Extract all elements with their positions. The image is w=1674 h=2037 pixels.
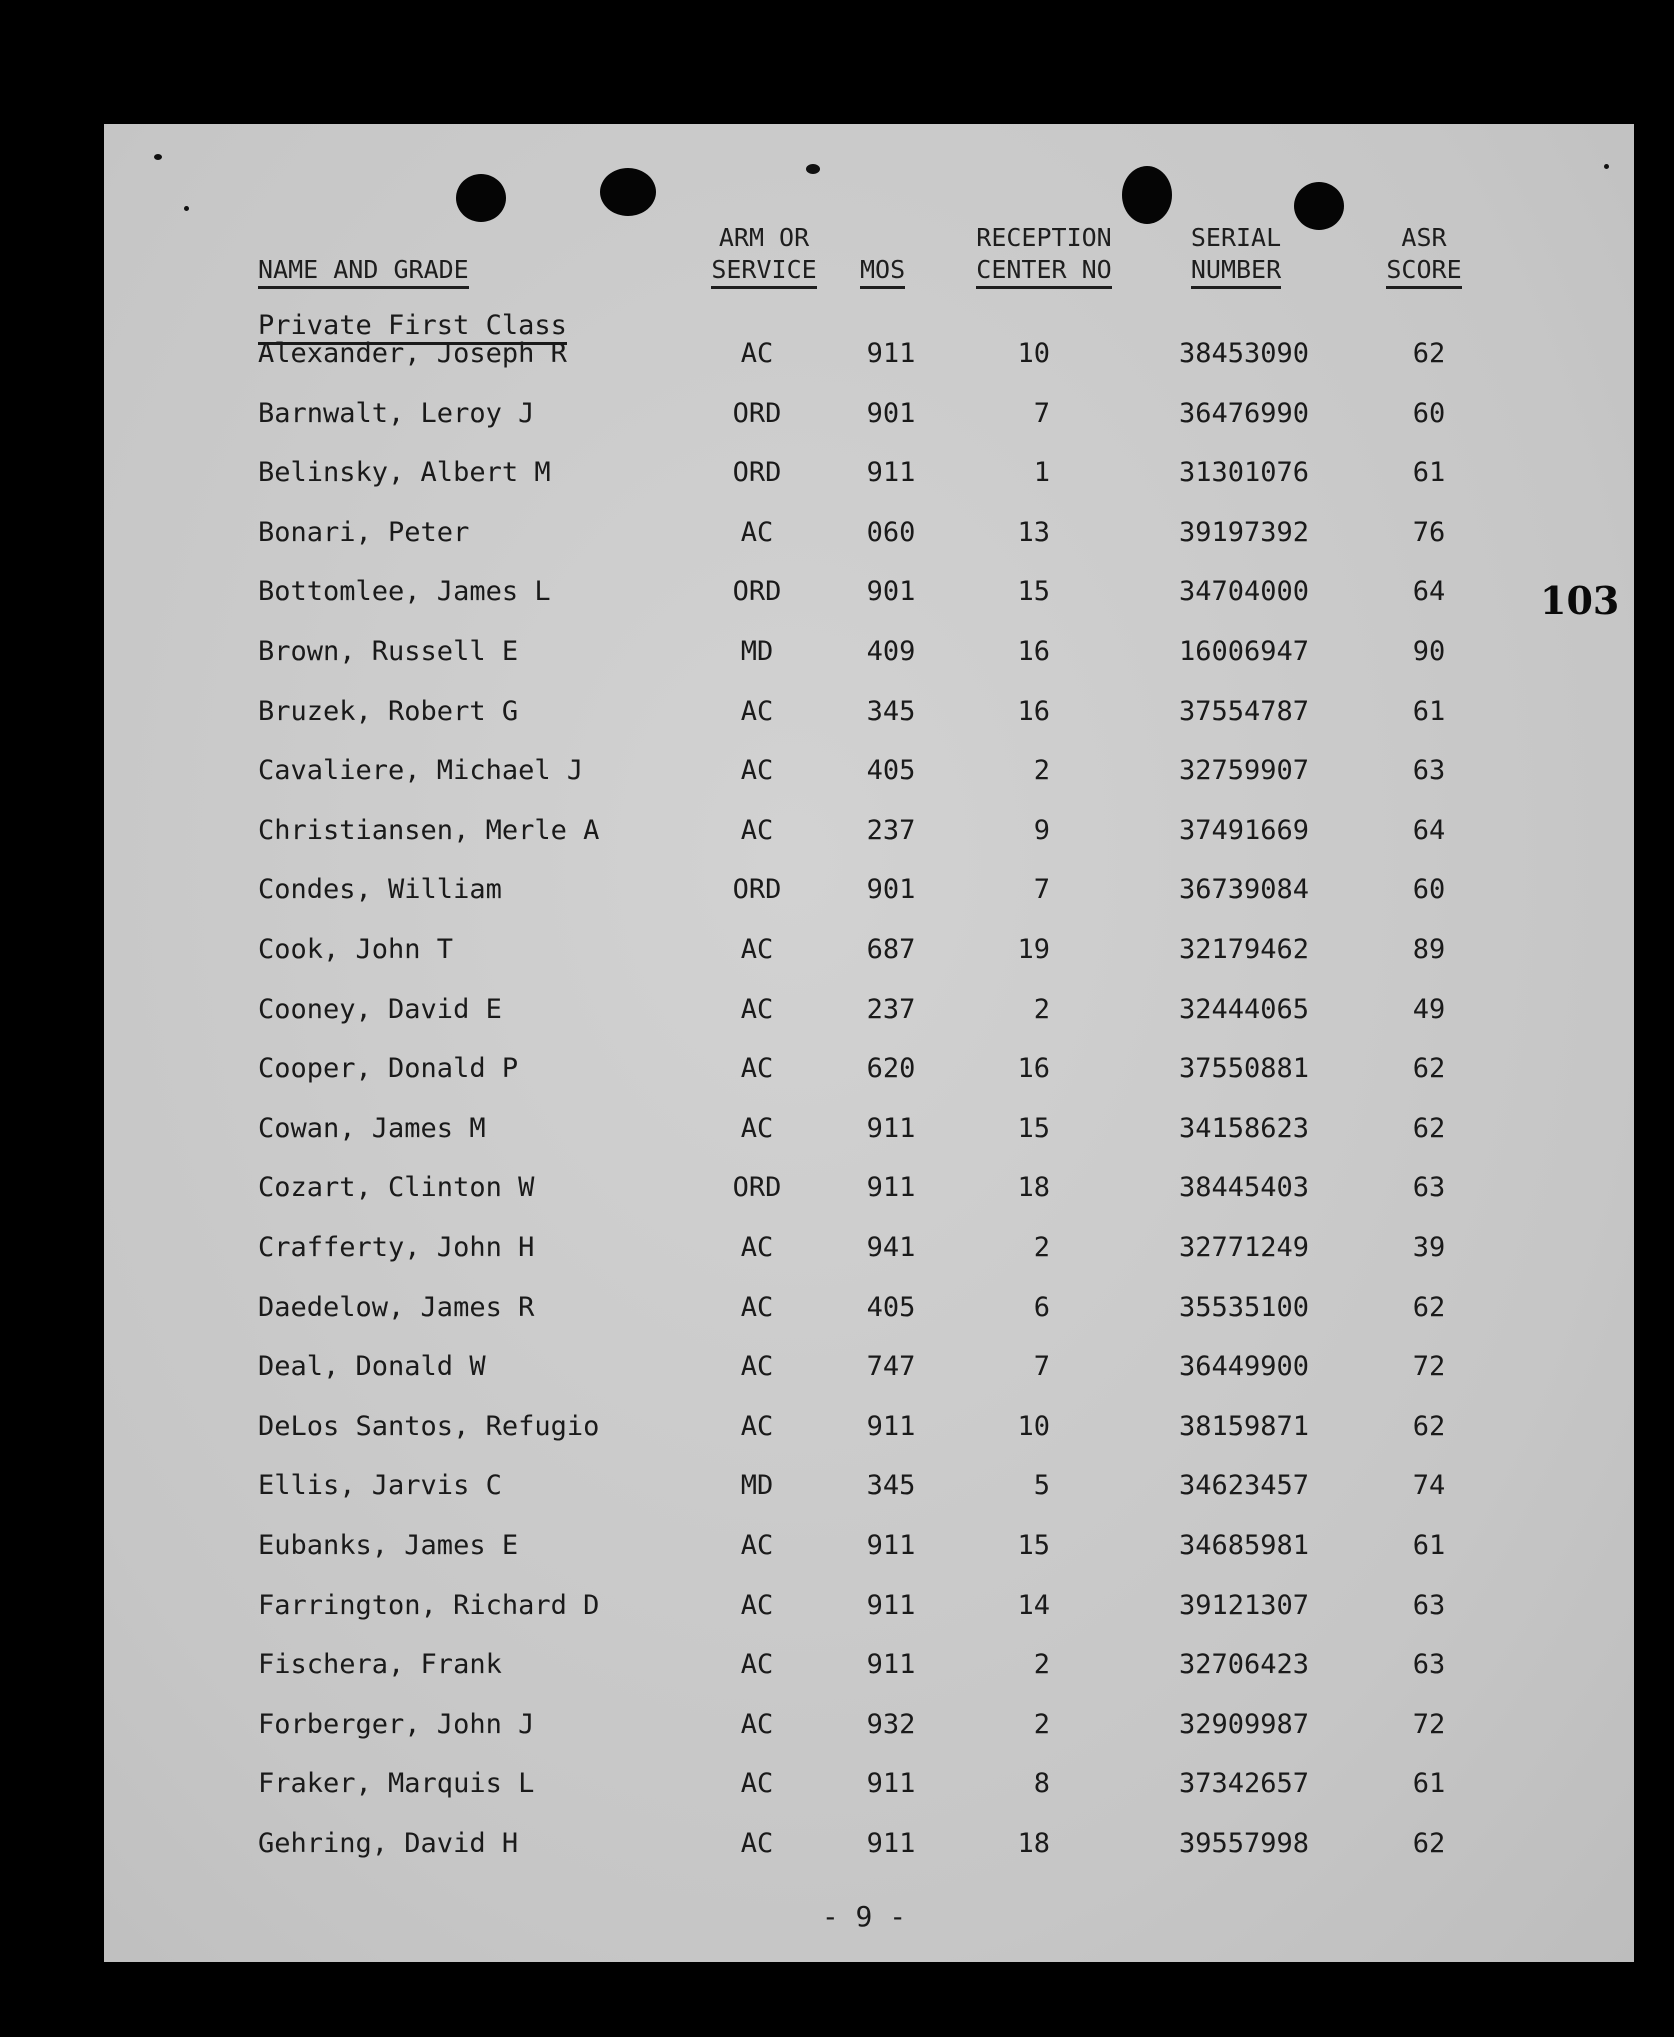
cell-serial-number: 37554787 bbox=[1178, 696, 1310, 727]
cell-mos: 687 bbox=[866, 934, 916, 965]
cell-serial-number: 38445403 bbox=[1178, 1172, 1310, 1203]
punch-hole bbox=[456, 174, 506, 222]
cell-reception-center: 9 bbox=[1033, 815, 1050, 846]
speck bbox=[806, 164, 820, 174]
cell-asr-score: 63 bbox=[1412, 1649, 1446, 1680]
punch-hole bbox=[600, 168, 656, 216]
cell-arm-service: AC bbox=[740, 934, 774, 965]
cell-reception-center: 19 bbox=[1017, 934, 1050, 965]
cell-serial-number: 32759907 bbox=[1178, 755, 1310, 786]
cell-serial-number: 37491669 bbox=[1178, 815, 1310, 846]
cell-serial-number: 34158623 bbox=[1178, 1113, 1310, 1144]
cell-mos: 345 bbox=[866, 696, 916, 727]
cell-asr-score: 90 bbox=[1412, 636, 1446, 667]
header-serial: SERIAL NUMBER bbox=[1166, 222, 1306, 289]
cell-reception-center: 7 bbox=[1033, 874, 1050, 905]
cell-serial-number: 36739084 bbox=[1178, 874, 1310, 905]
cell-name: Bruzek, Robert G bbox=[258, 696, 519, 727]
cell-reception-center: 8 bbox=[1033, 1768, 1050, 1799]
cell-reception-center: 2 bbox=[1033, 994, 1050, 1025]
cell-name: Farrington, Richard D bbox=[258, 1590, 600, 1621]
cell-asr-score: 61 bbox=[1412, 1530, 1446, 1561]
cell-arm-service: AC bbox=[740, 994, 774, 1025]
cell-name: Cowan, James M bbox=[258, 1113, 486, 1144]
cell-serial-number: 36449900 bbox=[1178, 1351, 1310, 1382]
cell-reception-center: 7 bbox=[1033, 1351, 1050, 1382]
cell-arm-service: AC bbox=[740, 1530, 774, 1561]
speck bbox=[154, 154, 162, 160]
table-row bbox=[104, 576, 1634, 616]
table-row bbox=[104, 338, 1634, 378]
table-row bbox=[104, 1113, 1634, 1153]
cell-reception-center: 16 bbox=[1017, 636, 1050, 667]
cell-mos: 901 bbox=[866, 576, 916, 607]
cell-arm-service: ORD bbox=[732, 457, 782, 488]
cell-mos: 901 bbox=[866, 398, 916, 429]
header-name: NAME AND GRADE bbox=[258, 254, 469, 289]
cell-asr-score: 60 bbox=[1412, 398, 1446, 429]
cell-mos: 405 bbox=[866, 1292, 916, 1323]
cell-mos: 911 bbox=[866, 1590, 916, 1621]
cell-arm-service: AC bbox=[740, 1709, 774, 1740]
header-asr: ASR SCORE bbox=[1374, 222, 1474, 289]
cell-name: Crafferty, John H bbox=[258, 1232, 535, 1263]
cell-asr-score: 74 bbox=[1412, 1470, 1446, 1501]
cell-arm-service: AC bbox=[740, 815, 774, 846]
cell-serial-number: 32909987 bbox=[1178, 1709, 1310, 1740]
cell-mos: 237 bbox=[866, 994, 916, 1025]
cell-name: Barnwalt, Leroy J bbox=[258, 398, 535, 429]
cell-name: Alexander, Joseph R bbox=[258, 338, 567, 369]
table-row bbox=[104, 1292, 1634, 1332]
table-row bbox=[104, 934, 1634, 974]
cell-reception-center: 13 bbox=[1017, 517, 1050, 548]
cell-serial-number: 38159871 bbox=[1178, 1411, 1310, 1442]
cell-arm-service: AC bbox=[740, 1113, 774, 1144]
cell-reception-center: 2 bbox=[1033, 1232, 1050, 1263]
cell-serial-number: 34623457 bbox=[1178, 1470, 1310, 1501]
cell-name: Daedelow, James R bbox=[258, 1292, 535, 1323]
cell-serial-number: 32706423 bbox=[1178, 1649, 1310, 1680]
cell-name: Gehring, David H bbox=[258, 1828, 519, 1859]
cell-reception-center: 18 bbox=[1017, 1828, 1050, 1859]
cell-asr-score: 60 bbox=[1412, 874, 1446, 905]
cell-reception-center: 15 bbox=[1017, 1530, 1050, 1561]
cell-reception-center: 1 bbox=[1033, 457, 1050, 488]
cell-mos: 911 bbox=[866, 1113, 916, 1144]
cell-name: Ellis, Jarvis C bbox=[258, 1470, 502, 1501]
cell-asr-score: 89 bbox=[1412, 934, 1446, 965]
cell-arm-service: AC bbox=[740, 1649, 774, 1680]
cell-reception-center: 2 bbox=[1033, 1649, 1050, 1680]
cell-arm-service: AC bbox=[740, 1828, 774, 1859]
cell-arm-service: ORD bbox=[732, 398, 782, 429]
header-mos: MOS bbox=[860, 254, 905, 289]
table-row bbox=[104, 755, 1634, 795]
cell-asr-score: 76 bbox=[1412, 517, 1446, 548]
cell-arm-service: AC bbox=[740, 1053, 774, 1084]
cell-mos: 911 bbox=[866, 1172, 916, 1203]
cell-mos: 901 bbox=[866, 874, 916, 905]
cell-asr-score: 63 bbox=[1412, 755, 1446, 786]
cell-name: Cooper, Donald P bbox=[258, 1053, 519, 1084]
cell-reception-center: 16 bbox=[1017, 696, 1050, 727]
cell-asr-score: 64 bbox=[1412, 815, 1446, 846]
cell-reception-center: 16 bbox=[1017, 1053, 1050, 1084]
header-arm: ARM OR SERVICE bbox=[694, 222, 834, 289]
cell-mos: 237 bbox=[866, 815, 916, 846]
cell-name: Forberger, John J bbox=[258, 1709, 535, 1740]
cell-mos: 941 bbox=[866, 1232, 916, 1263]
cell-mos: 911 bbox=[866, 1768, 916, 1799]
table-row bbox=[104, 636, 1634, 676]
cell-serial-number: 37342657 bbox=[1178, 1768, 1310, 1799]
cell-asr-score: 61 bbox=[1412, 1768, 1446, 1799]
cell-mos: 932 bbox=[866, 1709, 916, 1740]
table-row bbox=[104, 517, 1634, 557]
cell-name: DeLos Santos, Refugio bbox=[258, 1411, 600, 1442]
cell-name: Fischera, Frank bbox=[258, 1649, 502, 1680]
cell-mos: 620 bbox=[866, 1053, 916, 1084]
cell-asr-score: 72 bbox=[1412, 1709, 1446, 1740]
page-footer: - 9 - bbox=[821, 1900, 907, 1933]
table-row bbox=[104, 1590, 1634, 1630]
table-row bbox=[104, 696, 1634, 736]
stamped-page-number: 103 bbox=[1540, 578, 1620, 623]
cell-name: Fraker, Marquis L bbox=[258, 1768, 535, 1799]
cell-mos: 911 bbox=[866, 457, 916, 488]
cell-serial-number: 34685981 bbox=[1178, 1530, 1310, 1561]
cell-arm-service: ORD bbox=[732, 1172, 782, 1203]
cell-name: Cozart, Clinton W bbox=[258, 1172, 535, 1203]
cell-name: Eubanks, James E bbox=[258, 1530, 519, 1561]
cell-asr-score: 63 bbox=[1412, 1172, 1446, 1203]
cell-name: Deal, Donald W bbox=[258, 1351, 486, 1382]
cell-asr-score: 61 bbox=[1412, 696, 1446, 727]
cell-mos: 911 bbox=[866, 1649, 916, 1680]
cell-mos: 405 bbox=[866, 755, 916, 786]
cell-name: Belinsky, Albert M bbox=[258, 457, 551, 488]
cell-asr-score: 39 bbox=[1412, 1232, 1446, 1263]
table-row bbox=[104, 1470, 1634, 1510]
table-row bbox=[104, 1411, 1634, 1451]
cell-serial-number: 38453090 bbox=[1178, 338, 1310, 369]
cell-mos: 747 bbox=[866, 1351, 916, 1382]
cell-serial-number: 16006947 bbox=[1178, 636, 1310, 667]
cell-arm-service: AC bbox=[740, 338, 774, 369]
cell-reception-center: 2 bbox=[1033, 755, 1050, 786]
cell-arm-service: AC bbox=[740, 1351, 774, 1382]
cell-arm-service: AC bbox=[740, 1292, 774, 1323]
cell-name: Condes, William bbox=[258, 874, 502, 905]
cell-mos: 911 bbox=[866, 1530, 916, 1561]
cell-serial-number: 32444065 bbox=[1178, 994, 1310, 1025]
cell-serial-number: 37550881 bbox=[1178, 1053, 1310, 1084]
cell-name: Bottomlee, James L bbox=[258, 576, 551, 607]
cell-serial-number: 32771249 bbox=[1178, 1232, 1310, 1263]
cell-asr-score: 62 bbox=[1412, 1411, 1446, 1442]
header-reception: RECEPTION CENTER NO bbox=[956, 222, 1132, 289]
cell-serial-number: 31301076 bbox=[1178, 457, 1310, 488]
cell-serial-number: 35535100 bbox=[1178, 1292, 1310, 1323]
cell-name: Cooney, David E bbox=[258, 994, 502, 1025]
table-row bbox=[104, 874, 1634, 914]
cell-arm-service: MD bbox=[740, 1470, 774, 1501]
document-page bbox=[104, 124, 1634, 1962]
table-row bbox=[104, 1828, 1634, 1868]
cell-reception-center: 5 bbox=[1033, 1470, 1050, 1501]
cell-mos: 060 bbox=[866, 517, 916, 548]
table-row bbox=[104, 994, 1634, 1034]
cell-mos: 911 bbox=[866, 1828, 916, 1859]
table-row bbox=[104, 1053, 1634, 1093]
table-row bbox=[104, 1709, 1634, 1749]
cell-arm-service: AC bbox=[740, 1768, 774, 1799]
table-row bbox=[104, 1649, 1634, 1689]
cell-arm-service: AC bbox=[740, 517, 774, 548]
cell-asr-score: 49 bbox=[1412, 994, 1446, 1025]
cell-asr-score: 62 bbox=[1412, 1292, 1446, 1323]
cell-arm-service: ORD bbox=[732, 576, 782, 607]
table-row bbox=[104, 1232, 1634, 1272]
cell-serial-number: 34704000 bbox=[1178, 576, 1310, 607]
cell-name: Brown, Russell E bbox=[258, 636, 519, 667]
cell-mos: 911 bbox=[866, 1411, 916, 1442]
cell-reception-center: 10 bbox=[1017, 1411, 1050, 1442]
table-row bbox=[104, 457, 1634, 497]
cell-asr-score: 63 bbox=[1412, 1590, 1446, 1621]
cell-mos: 345 bbox=[866, 1470, 916, 1501]
cell-name: Cook, John T bbox=[258, 934, 454, 965]
cell-mos: 409 bbox=[866, 636, 916, 667]
punch-hole bbox=[1122, 166, 1172, 224]
cell-serial-number: 39557998 bbox=[1178, 1828, 1310, 1859]
speck bbox=[184, 206, 189, 211]
table-row bbox=[104, 398, 1634, 438]
table-row bbox=[104, 1530, 1634, 1570]
cell-reception-center: 6 bbox=[1033, 1292, 1050, 1323]
cell-asr-score: 62 bbox=[1412, 1113, 1446, 1144]
grade-heading: Private First Class bbox=[258, 310, 567, 345]
cell-arm-service: AC bbox=[740, 1590, 774, 1621]
cell-asr-score: 62 bbox=[1412, 1053, 1446, 1084]
table-row bbox=[104, 1768, 1634, 1808]
cell-serial-number: 32179462 bbox=[1178, 934, 1310, 965]
cell-mos: 911 bbox=[866, 338, 916, 369]
table-row bbox=[104, 1172, 1634, 1212]
cell-asr-score: 62 bbox=[1412, 1828, 1446, 1859]
speck bbox=[1604, 164, 1609, 169]
cell-arm-service: AC bbox=[740, 1232, 774, 1263]
cell-asr-score: 72 bbox=[1412, 1351, 1446, 1382]
cell-arm-service: AC bbox=[740, 696, 774, 727]
cell-serial-number: 39121307 bbox=[1178, 1590, 1310, 1621]
cell-reception-center: 15 bbox=[1017, 576, 1050, 607]
cell-arm-service: MD bbox=[740, 636, 774, 667]
cell-name: Cavaliere, Michael J bbox=[258, 755, 584, 786]
cell-reception-center: 10 bbox=[1017, 338, 1050, 369]
cell-name: Christiansen, Merle A bbox=[258, 815, 600, 846]
cell-arm-service: ORD bbox=[732, 874, 782, 905]
cell-serial-number: 39197392 bbox=[1178, 517, 1310, 548]
cell-arm-service: AC bbox=[740, 755, 774, 786]
cell-asr-score: 61 bbox=[1412, 457, 1446, 488]
cell-serial-number: 36476990 bbox=[1178, 398, 1310, 429]
cell-reception-center: 18 bbox=[1017, 1172, 1050, 1203]
cell-reception-center: 7 bbox=[1033, 398, 1050, 429]
cell-asr-score: 62 bbox=[1412, 338, 1446, 369]
table-row bbox=[104, 1351, 1634, 1391]
table-row bbox=[104, 815, 1634, 855]
cell-reception-center: 15 bbox=[1017, 1113, 1050, 1144]
cell-reception-center: 2 bbox=[1033, 1709, 1050, 1740]
cell-name: Bonari, Peter bbox=[258, 517, 470, 548]
cell-asr-score: 64 bbox=[1412, 576, 1446, 607]
cell-arm-service: AC bbox=[740, 1411, 774, 1442]
cell-reception-center: 14 bbox=[1017, 1590, 1050, 1621]
